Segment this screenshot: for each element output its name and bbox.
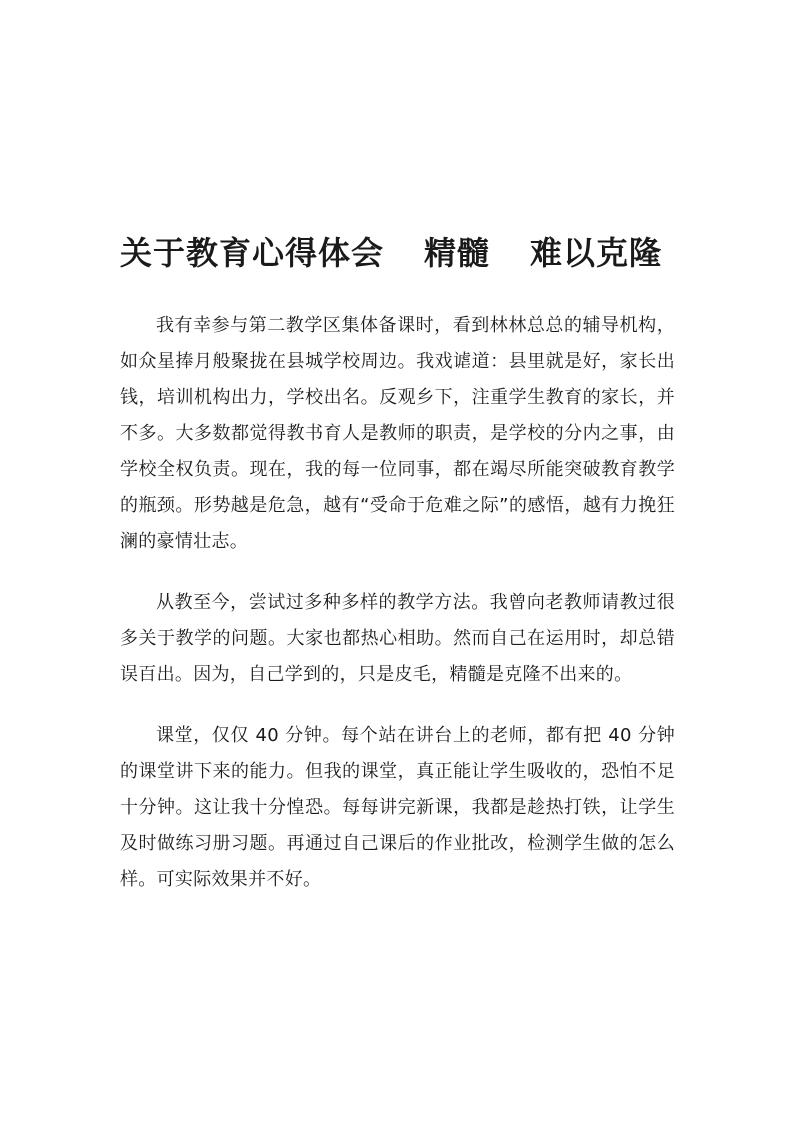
- title-part-1: 关于教育心得体会: [120, 234, 385, 272]
- title-part-2: 精髓: [424, 234, 491, 272]
- document-body: [120, 308, 675, 923]
- paragraph-1: 我有幸参与第二教学区集体备课时，看到林林总总的辅导机构，如众星捧月般聚拢在县城学校周边。我戏谑道：县里就是好，家长出钱，培训机构出力，学校出名。反观乡下，注重学生教育的家长，并不多。大多数都觉得教书育人是教师的职责，是学校的分内之事，由学校全权负责。现在，我的每一位同事，都在竭尽所能突破教育教学的瓶颈。形势越是危急，越有“受命于危难之际”的感悟，越有力挽狂澜的豪情壮志。: [120, 315, 675, 552]
- paragraph-2: 从教至今，尝试过多种多样的教学方法。我曾向老教师请教过很多关于教学的问题。大家也都热心相助。然而自己在运用时，却总错误百出。因为，自己学到的，只是皮毛，精髓是克隆不出来的。: [120, 592, 675, 685]
- paragraph-3: 课堂，仅仅 40 分钟。每个站在讲台上的老师，都有把 40 分钟的课堂讲下来的能力。但我的课堂，真正能让学生吸收的，恐怕不足十分钟。这让我十分惶恐。每每讲完新课，我都是趁热打铁，让学生及时做练习册习题。再通过自己课后的作业批改，检测学生做的怎么样。可实际效果并不好。: [120, 725, 675, 890]
- document-title: [120, 230, 690, 276]
- title-part-3: 难以克隆: [530, 234, 663, 272]
